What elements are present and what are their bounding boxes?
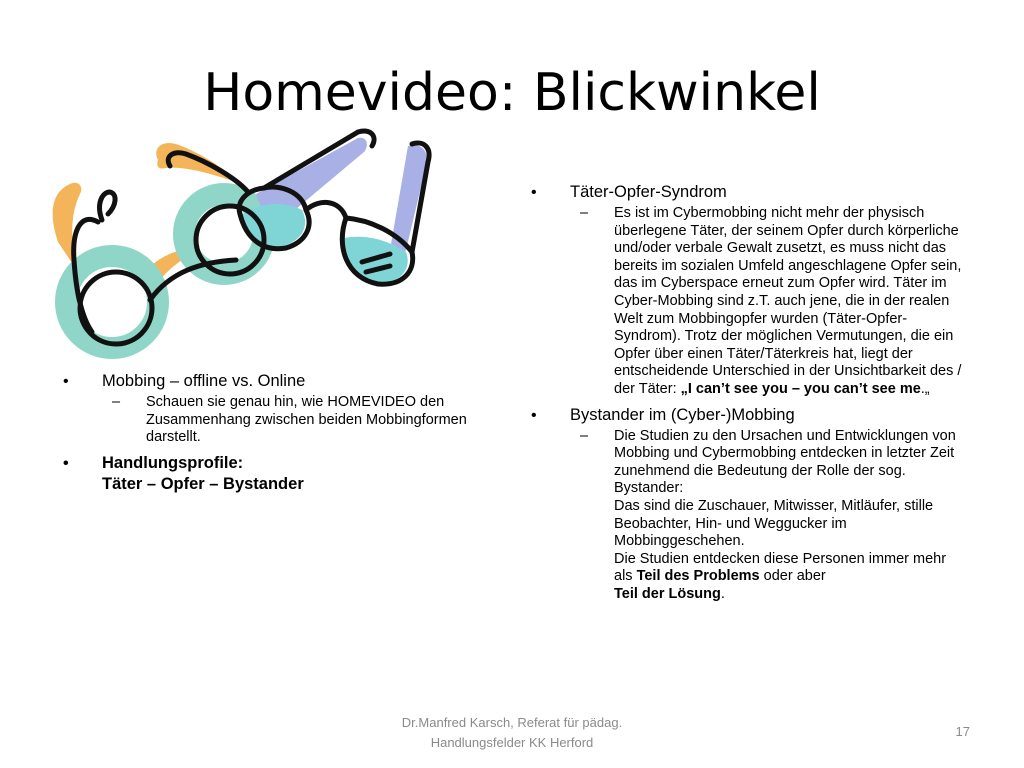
handlungsprofile-heading: • Handlungsprofile:	[102, 453, 244, 472]
sub-bullet-taeter-opfer-text	[528, 205, 968, 399]
handlungsprofile-roles: Täter – Opfer – Bystander	[102, 474, 304, 493]
bullet-handlungsprofile	[60, 453, 490, 495]
teil-der-loesung: Teil der Lösung	[614, 585, 721, 602]
taeter-opfer-paragraph: Es ist im Cybermobbing nicht mehr der physisch überlegene Täter, der seinem Opfer durch körperliche und/oder verbale Gewalt zusetzt, es muss nicht das bereits im sozialen Umfeld angeschlagene Opfer sein, das im Cyberspace erneut zum Opfer wird. Täter im Cyber-Mobbing sind z.T. auch jene, die in der realen Welt zum Mobbingopfer wurden (Täter-Opfer-Syndrom). Trotz der möglichen Vermutungen, die ein Opfer über einen Täter/Täterkreis hat, liegt der entscheidende Unterschied in der Unsichtbarkeit des / der Täter:	[614, 205, 962, 397]
sub-bullet-bystander-text	[528, 428, 968, 604]
bystander-paragraph-2: Das sind die Zuschauer, Mitwisser, Mitläufer, stille Beobachter, Hin- und Weggucker im Mobbinggeschehen.	[614, 497, 934, 550]
teil-des-problems: Teil des Problems	[636, 568, 760, 585]
slide-footer	[340, 713, 684, 753]
bullet-bystander: • Bystander im (Cyber-)Mobbing	[528, 405, 968, 426]
bystander-p3-end: .	[720, 585, 725, 602]
bullet-mobbing-offline-online: • Mobbing – offline vs. Online	[60, 371, 490, 392]
footer-line-2: Handlungsfelder KK Herford	[430, 735, 594, 750]
right-bullet-list	[528, 182, 968, 603]
bullet-taeter-opfer-syndrom: • Täter-Opfer-Syndrom	[528, 182, 968, 203]
page-number: 17	[955, 724, 970, 739]
bystander-p3-text: Die Studien entdecken diese Personen immer mehr als	[614, 550, 947, 585]
bystander-paragraph-3	[614, 551, 968, 604]
left-bullet-list	[60, 371, 490, 495]
footer-line-1: Dr.Manfred Karsch, Referat für pädag.	[401, 715, 623, 730]
bystander-paragraph-1: – Die Studien zu den Ursachen und Entwicklungen von Mobbing und Cybermobbing entdecken in letzter Zeit zunehmend die Bedeutung der Rolle der sog. Bystander:	[614, 427, 956, 497]
glasses-clipart-icon	[40, 122, 440, 362]
taeter-opfer-quote-end: .„	[920, 380, 930, 397]
sub-bullet-homevideo: – Schauen sie genau hin, wie HOMEVIDEO den Zusammenhang zwischen beiden Mobbingformen darstellt.	[60, 394, 490, 447]
bystander-p3-oder: oder aber	[759, 568, 826, 585]
slide-title: Homevideo: Blickwinkel	[203, 63, 821, 123]
taeter-opfer-quote: „I can’t see you – you can’t see me	[680, 380, 921, 397]
